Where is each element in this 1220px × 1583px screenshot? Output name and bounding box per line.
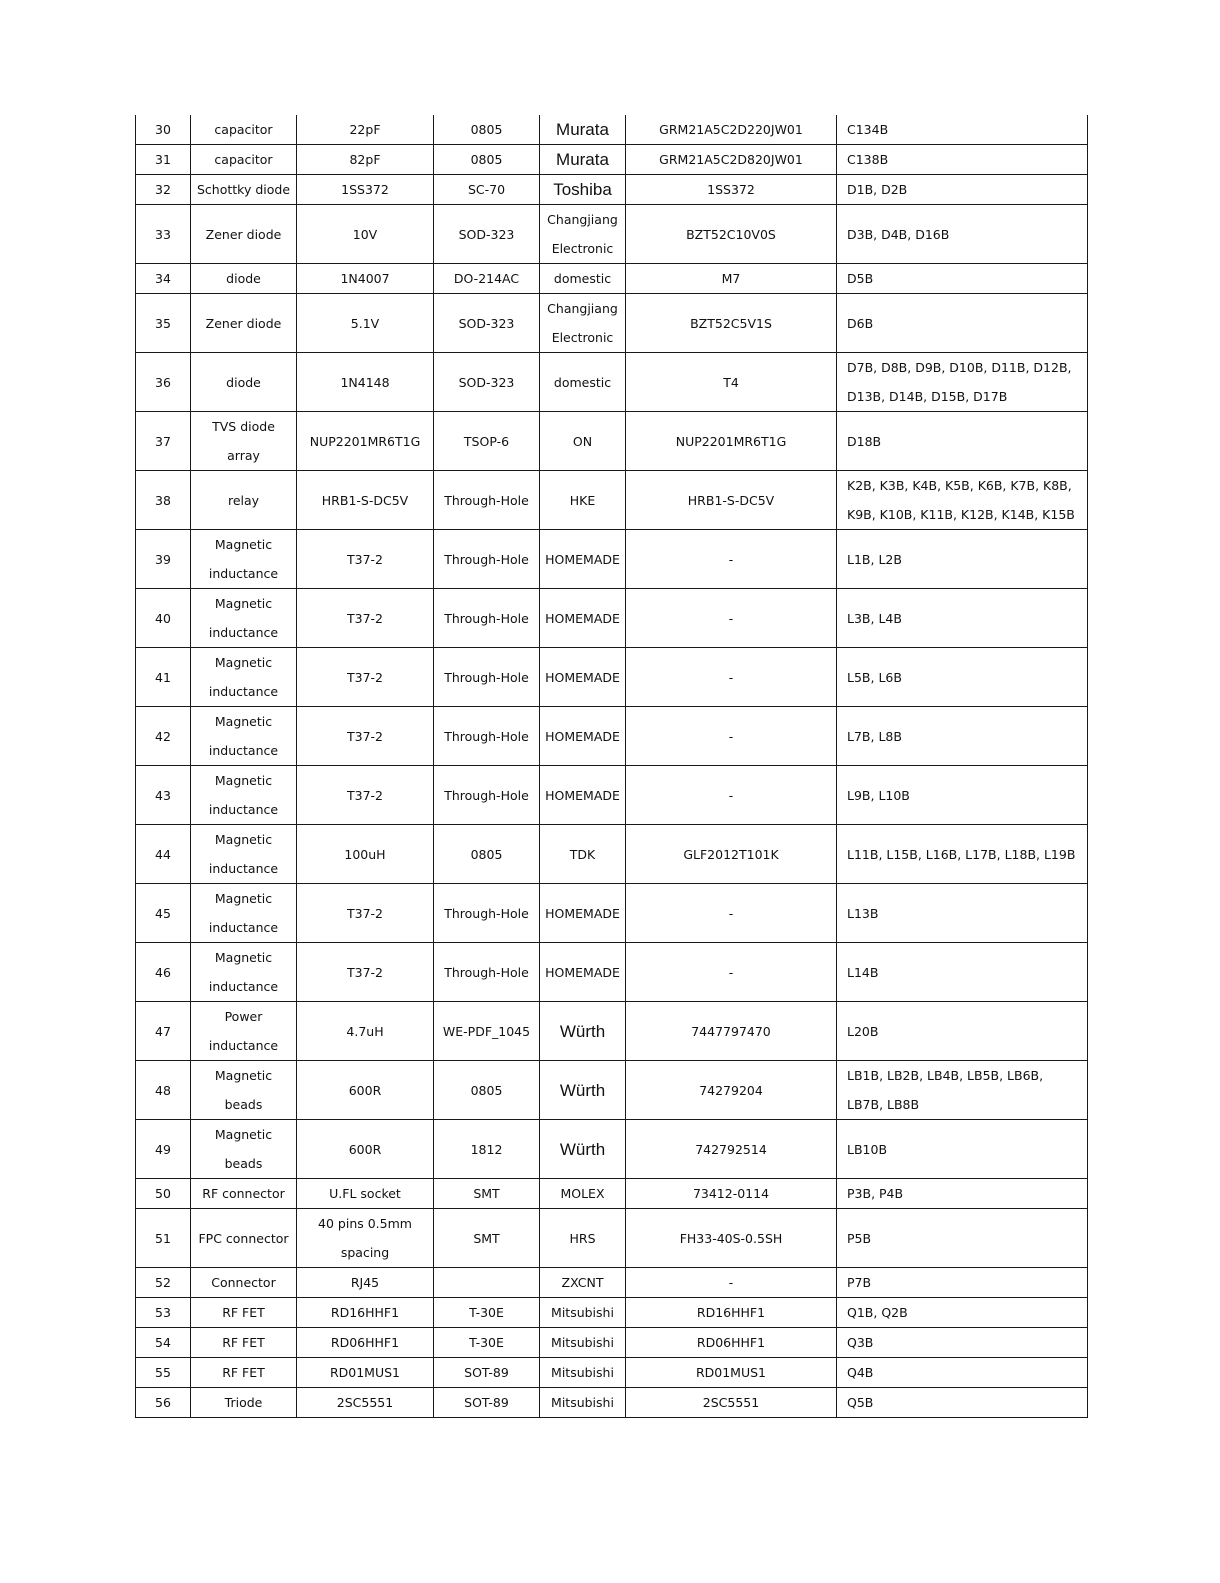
package-cell: TSOP-6 [434, 412, 540, 471]
reference-designator-cell: L13B [837, 884, 1088, 943]
part-number-cell: RD06HHF1 [626, 1328, 837, 1358]
reference-designator-cell: D7B, D8B, D9B, D10B, D11B, D12B, D13B, D14B, D15B, D17B [837, 353, 1088, 412]
reference-designator-cell: L20B [837, 1002, 1088, 1061]
part-number-cell: 74279204 [626, 1061, 837, 1120]
part-number-cell: 742792514 [626, 1120, 837, 1179]
package-cell: SC-70 [434, 175, 540, 205]
manufacturer-cell: Mitsubishi [540, 1358, 626, 1388]
reference-designator-cell: P3B, P4B [837, 1179, 1088, 1209]
item-number-cell: 50 [136, 1179, 191, 1209]
value-cell: T37-2 [297, 943, 434, 1002]
value-cell: RJ45 [297, 1268, 434, 1298]
item-number-cell: 55 [136, 1358, 191, 1388]
item-number-cell: 36 [136, 353, 191, 412]
part-number-cell: RD01MUS1 [626, 1358, 837, 1388]
table-row [136, 264, 1088, 294]
reference-designator-cell: LB1B, LB2B, LB4B, LB5B, LB6B, LB7B, LB8B [837, 1061, 1088, 1120]
component-name-cell: Magnetic inductance [191, 825, 297, 884]
component-name-cell: Magnetic beads [191, 1120, 297, 1179]
manufacturer-cell: HKE [540, 471, 626, 530]
item-number-cell: 34 [136, 264, 191, 294]
value-cell: 1SS372 [297, 175, 434, 205]
manufacturer-cell: Würth [540, 1061, 626, 1120]
reference-designator-cell: K2B, K3B, K4B, K5B, K6B, K7B, K8B, K9B, K10B, K11B, K12B, K14B, K15B [837, 471, 1088, 530]
table-row [136, 1388, 1088, 1418]
package-cell: SOD-323 [434, 353, 540, 412]
package-cell: Through-Hole [434, 530, 540, 589]
value-cell: T37-2 [297, 707, 434, 766]
part-number-cell: BZT52C5V1S [626, 294, 837, 353]
part-number-cell: 2SC5551 [626, 1388, 837, 1418]
package-cell: Through-Hole [434, 943, 540, 1002]
component-name-cell: Magnetic inductance [191, 648, 297, 707]
item-number-cell: 31 [136, 145, 191, 175]
manufacturer-cell: HRS [540, 1209, 626, 1268]
item-number-cell: 48 [136, 1061, 191, 1120]
part-number-cell: - [626, 766, 837, 825]
manufacturer-cell: domestic [540, 353, 626, 412]
item-number-cell: 52 [136, 1268, 191, 1298]
component-name-cell: Magnetic inductance [191, 943, 297, 1002]
manufacturer-cell: MOLEX [540, 1179, 626, 1209]
manufacturer-cell: Würth [540, 1002, 626, 1061]
package-cell: SMT [434, 1209, 540, 1268]
reference-designator-cell: D3B, D4B, D16B [837, 205, 1088, 264]
part-number-cell: - [626, 530, 837, 589]
item-number-cell: 46 [136, 943, 191, 1002]
reference-designator-cell: C138B [837, 145, 1088, 175]
part-number-cell: 1SS372 [626, 175, 837, 205]
manufacturer-cell: Changjiang Electronic [540, 205, 626, 264]
part-number-cell: - [626, 707, 837, 766]
reference-designator-cell: D6B [837, 294, 1088, 353]
item-number-cell: 42 [136, 707, 191, 766]
value-cell: RD16HHF1 [297, 1298, 434, 1328]
part-number-cell: BZT52C10V0S [626, 205, 837, 264]
part-number-cell: - [626, 943, 837, 1002]
part-number-cell: T4 [626, 353, 837, 412]
part-number-cell: - [626, 1268, 837, 1298]
manufacturer-cell: HOMEMADE [540, 707, 626, 766]
package-cell: Through-Hole [434, 648, 540, 707]
reference-designator-cell: L3B, L4B [837, 589, 1088, 648]
item-number-cell: 32 [136, 175, 191, 205]
manufacturer-cell: Mitsubishi [540, 1328, 626, 1358]
package-cell: WE-PDF_1045 [434, 1002, 540, 1061]
value-cell: 100uH [297, 825, 434, 884]
item-number-cell: 56 [136, 1388, 191, 1418]
item-number-cell: 45 [136, 884, 191, 943]
component-name-cell: RF FET [191, 1298, 297, 1328]
item-number-cell: 51 [136, 1209, 191, 1268]
component-name-cell: TVS diode array [191, 412, 297, 471]
manufacturer-cell: domestic [540, 264, 626, 294]
part-number-cell: GLF2012T101K [626, 825, 837, 884]
table-row [136, 115, 1088, 145]
value-cell: T37-2 [297, 648, 434, 707]
component-name-cell: diode [191, 353, 297, 412]
bom-table-body [136, 115, 1088, 1418]
part-number-cell: GRM21A5C2D220JW01 [626, 115, 837, 145]
package-cell: SMT [434, 1179, 540, 1209]
reference-designator-cell: D18B [837, 412, 1088, 471]
component-name-cell: Magnetic inductance [191, 707, 297, 766]
value-cell: RD06HHF1 [297, 1328, 434, 1358]
component-name-cell: Zener diode [191, 205, 297, 264]
reference-designator-cell: P5B [837, 1209, 1088, 1268]
component-name-cell: RF FET [191, 1358, 297, 1388]
package-cell [434, 1268, 540, 1298]
reference-designator-cell: L7B, L8B [837, 707, 1088, 766]
package-cell: T-30E [434, 1328, 540, 1358]
table-row [136, 707, 1088, 766]
package-cell: 1812 [434, 1120, 540, 1179]
item-number-cell: 38 [136, 471, 191, 530]
reference-designator-cell: L14B [837, 943, 1088, 1002]
component-name-cell: Magnetic inductance [191, 589, 297, 648]
component-name-cell: Power inductance [191, 1002, 297, 1061]
part-number-cell: - [626, 589, 837, 648]
value-cell: T37-2 [297, 589, 434, 648]
value-cell: 600R [297, 1120, 434, 1179]
reference-designator-cell: Q1B, Q2B [837, 1298, 1088, 1328]
part-number-cell: - [626, 884, 837, 943]
table-row [136, 1358, 1088, 1388]
package-cell: DO-214AC [434, 264, 540, 294]
package-cell: SOT-89 [434, 1388, 540, 1418]
manufacturer-cell: Mitsubishi [540, 1388, 626, 1418]
part-number-cell: GRM21A5C2D820JW01 [626, 145, 837, 175]
component-name-cell: Magnetic inductance [191, 766, 297, 825]
table-row [136, 145, 1088, 175]
package-cell: 0805 [434, 115, 540, 145]
table-row [136, 294, 1088, 353]
value-cell: 10V [297, 205, 434, 264]
component-name-cell: RF connector [191, 1179, 297, 1209]
package-cell: Through-Hole [434, 707, 540, 766]
manufacturer-cell: HOMEMADE [540, 884, 626, 943]
table-row [136, 648, 1088, 707]
reference-designator-cell: D5B [837, 264, 1088, 294]
value-cell: RD01MUS1 [297, 1358, 434, 1388]
table-row [136, 412, 1088, 471]
value-cell: 4.7uH [297, 1002, 434, 1061]
reference-designator-cell: L9B, L10B [837, 766, 1088, 825]
package-cell: Through-Hole [434, 766, 540, 825]
package-cell: SOD-323 [434, 205, 540, 264]
table-row [136, 530, 1088, 589]
component-name-cell: relay [191, 471, 297, 530]
manufacturer-cell: Murata [540, 145, 626, 175]
reference-designator-cell: Q5B [837, 1388, 1088, 1418]
component-name-cell: Connector [191, 1268, 297, 1298]
value-cell: NUP2201MR6T1G [297, 412, 434, 471]
table-row [136, 353, 1088, 412]
item-number-cell: 33 [136, 205, 191, 264]
bom-table [135, 115, 1088, 1418]
component-name-cell: Magnetic inductance [191, 884, 297, 943]
component-name-cell: Triode [191, 1388, 297, 1418]
value-cell: 1N4007 [297, 264, 434, 294]
manufacturer-cell: HOMEMADE [540, 648, 626, 707]
table-row [136, 205, 1088, 264]
table-row [136, 1328, 1088, 1358]
package-cell: Through-Hole [434, 884, 540, 943]
package-cell: Through-Hole [434, 589, 540, 648]
item-number-cell: 35 [136, 294, 191, 353]
value-cell: 1N4148 [297, 353, 434, 412]
value-cell: 40 pins 0.5mm spacing [297, 1209, 434, 1268]
component-name-cell: Zener diode [191, 294, 297, 353]
component-name-cell: Schottky diode [191, 175, 297, 205]
reference-designator-cell: L11B, L15B, L16B, L17B, L18B, L19B [837, 825, 1088, 884]
component-name-cell: capacitor [191, 115, 297, 145]
package-cell: Through-Hole [434, 471, 540, 530]
reference-designator-cell: C134B [837, 115, 1088, 145]
reference-designator-cell: D1B, D2B [837, 175, 1088, 205]
table-row [136, 1268, 1088, 1298]
reference-designator-cell: L5B, L6B [837, 648, 1088, 707]
part-number-cell: HRB1-S-DC5V [626, 471, 837, 530]
package-cell: SOT-89 [434, 1358, 540, 1388]
value-cell: 600R [297, 1061, 434, 1120]
manufacturer-cell: HOMEMADE [540, 766, 626, 825]
manufacturer-cell: ZXCNT [540, 1268, 626, 1298]
component-name-cell: FPC connector [191, 1209, 297, 1268]
part-number-cell: 7447797470 [626, 1002, 837, 1061]
item-number-cell: 47 [136, 1002, 191, 1061]
reference-designator-cell: LB10B [837, 1120, 1088, 1179]
manufacturer-cell: Changjiang Electronic [540, 294, 626, 353]
table-row [136, 1209, 1088, 1268]
manufacturer-cell: HOMEMADE [540, 589, 626, 648]
table-row [136, 825, 1088, 884]
reference-designator-cell: Q3B [837, 1328, 1088, 1358]
component-name-cell: Magnetic beads [191, 1061, 297, 1120]
table-row [136, 1061, 1088, 1120]
part-number-cell: 73412-0114 [626, 1179, 837, 1209]
reference-designator-cell: P7B [837, 1268, 1088, 1298]
component-name-cell: diode [191, 264, 297, 294]
table-row [136, 943, 1088, 1002]
reference-designator-cell: Q4B [837, 1358, 1088, 1388]
table-row [136, 766, 1088, 825]
component-name-cell: RF FET [191, 1328, 297, 1358]
value-cell: T37-2 [297, 884, 434, 943]
table-row [136, 884, 1088, 943]
item-number-cell: 53 [136, 1298, 191, 1328]
part-number-cell: - [626, 648, 837, 707]
table-row [136, 1002, 1088, 1061]
manufacturer-cell: Würth [540, 1120, 626, 1179]
table-row [136, 1120, 1088, 1179]
part-number-cell: FH33-40S-0.5SH [626, 1209, 837, 1268]
value-cell: T37-2 [297, 530, 434, 589]
reference-designator-cell: L1B, L2B [837, 530, 1088, 589]
item-number-cell: 41 [136, 648, 191, 707]
item-number-cell: 39 [136, 530, 191, 589]
table-row [136, 175, 1088, 205]
table-row [136, 1179, 1088, 1209]
package-cell: 0805 [434, 825, 540, 884]
item-number-cell: 40 [136, 589, 191, 648]
manufacturer-cell: ON [540, 412, 626, 471]
item-number-cell: 49 [136, 1120, 191, 1179]
item-number-cell: 30 [136, 115, 191, 145]
table-row [136, 589, 1088, 648]
manufacturer-cell: TDK [540, 825, 626, 884]
manufacturer-cell: Murata [540, 115, 626, 145]
value-cell: T37-2 [297, 766, 434, 825]
manufacturer-cell: HOMEMADE [540, 943, 626, 1002]
value-cell: 2SC5551 [297, 1388, 434, 1418]
value-cell: U.FL socket [297, 1179, 434, 1209]
item-number-cell: 44 [136, 825, 191, 884]
component-name-cell: Magnetic inductance [191, 530, 297, 589]
part-number-cell: NUP2201MR6T1G [626, 412, 837, 471]
manufacturer-cell: HOMEMADE [540, 530, 626, 589]
table-row [136, 471, 1088, 530]
value-cell: 22pF [297, 115, 434, 145]
part-number-cell: M7 [626, 264, 837, 294]
manufacturer-cell: Mitsubishi [540, 1298, 626, 1328]
package-cell: 0805 [434, 1061, 540, 1120]
value-cell: 5.1V [297, 294, 434, 353]
item-number-cell: 43 [136, 766, 191, 825]
package-cell: T-30E [434, 1298, 540, 1328]
component-name-cell: capacitor [191, 145, 297, 175]
manufacturer-cell: Toshiba [540, 175, 626, 205]
item-number-cell: 37 [136, 412, 191, 471]
package-cell: 0805 [434, 145, 540, 175]
package-cell: SOD-323 [434, 294, 540, 353]
value-cell: HRB1-S-DC5V [297, 471, 434, 530]
part-number-cell: RD16HHF1 [626, 1298, 837, 1328]
table-row [136, 1298, 1088, 1328]
item-number-cell: 54 [136, 1328, 191, 1358]
value-cell: 82pF [297, 145, 434, 175]
